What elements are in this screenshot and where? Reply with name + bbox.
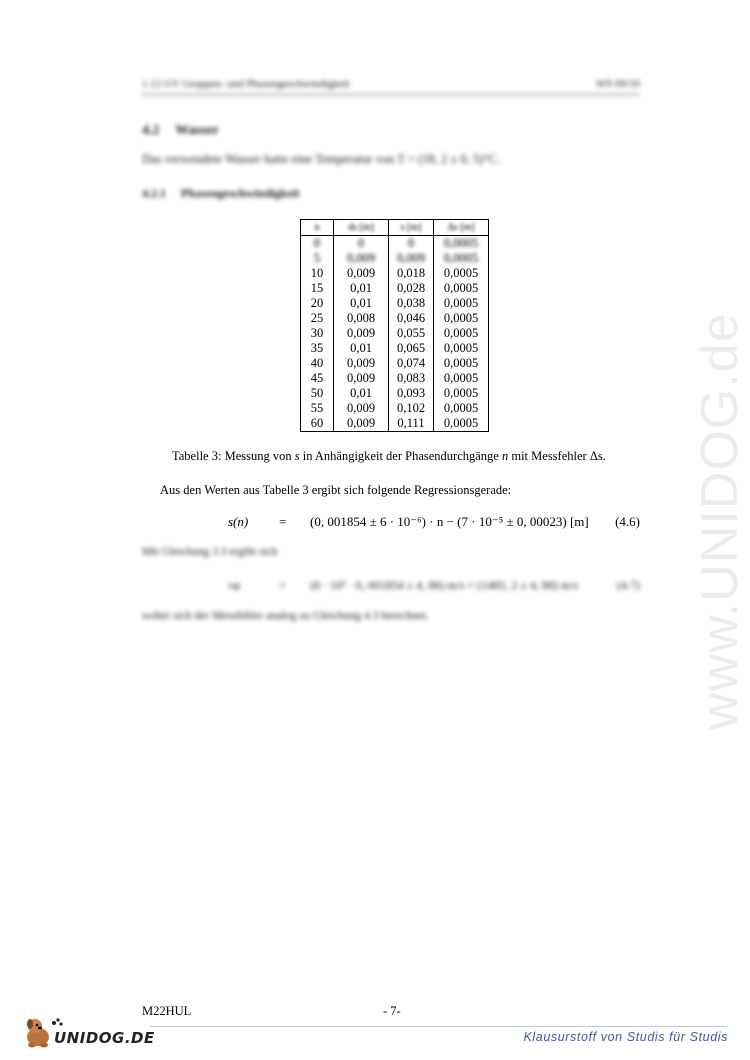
page-number: - 7-	[383, 1004, 401, 1018]
table-row	[301, 356, 489, 371]
table-cell: 0,01	[334, 296, 389, 311]
table-cell: 0,008	[334, 311, 389, 326]
table-cell: 0,009	[389, 251, 434, 266]
table-cell: 0,046	[389, 311, 434, 326]
table-cell: 0,111	[389, 416, 434, 432]
table-row	[301, 326, 489, 341]
table-cell: 0,009	[334, 326, 389, 341]
table-cell: 0	[301, 236, 334, 252]
eq-sign: =	[279, 514, 287, 529]
table-cell: 5	[301, 251, 334, 266]
eq-rhs: (8 · 10³ · 0, 001854 ± 4, 88) m/s = (1485, 2 ± 4, 88) m/s	[310, 578, 579, 592]
table-row	[301, 311, 489, 326]
table-cell: 0,018	[389, 266, 434, 281]
logo-text: UNIDOG.DE	[54, 1029, 155, 1047]
table-row	[301, 236, 489, 252]
eq-lhs: vφ	[228, 578, 240, 592]
table-cell: 0,0005	[434, 341, 489, 356]
table-cell: 0,009	[334, 416, 389, 432]
table-cell: 0,074	[389, 356, 434, 371]
slogan: Klausurstoff von Studis für Studis	[523, 1030, 728, 1044]
eq-rhs: (0, 001854 ± 6 · 10⁻⁶) · n − (7 · 10⁻⁵ ± 0, 00023) [m]	[310, 514, 589, 529]
table-cell: 10	[301, 266, 334, 281]
caption-var-n: n	[501, 449, 509, 463]
table-cell: 0,0005	[434, 311, 489, 326]
table-cell: 0,055	[389, 326, 434, 341]
table-cell: 0,0005	[434, 251, 489, 266]
header-right: WS 09/10	[595, 78, 640, 90]
table-cell: 30	[301, 326, 334, 341]
caption-part: Tabelle 3: Messung von	[172, 449, 295, 463]
table-cell: 45	[301, 371, 334, 386]
col-header-s: s [m]	[389, 220, 434, 236]
table-cell: 0,0005	[434, 356, 489, 371]
table-cell: 0,01	[334, 386, 389, 401]
table-cell: 0,038	[389, 296, 434, 311]
measurement-table	[300, 219, 489, 432]
section-title: Wasser	[175, 123, 219, 138]
col-header-delta-s: Δs [m]	[434, 220, 489, 236]
table-row	[301, 281, 489, 296]
table-cell: 0,009	[334, 371, 389, 386]
table-cell: 0,0005	[434, 326, 489, 341]
caption-part: in Anhängigkeit der Phasendurchgänge	[299, 449, 502, 463]
table-cell: 55	[301, 401, 334, 416]
footer-code: M22HUL	[142, 1004, 192, 1018]
section-heading	[142, 123, 219, 139]
subsection-number: 4.2.1	[142, 186, 166, 200]
table-row	[301, 401, 489, 416]
table-cell: 0	[334, 236, 389, 252]
section-text: Das verwendete Wasser hatte eine Temperatur von T = (18, 2 ± 0, 5)°C.	[142, 152, 500, 166]
table-cell: 0,102	[389, 401, 434, 416]
footer-rule	[150, 1026, 728, 1027]
table-cell: 40	[301, 356, 334, 371]
table-cell: 0,01	[334, 281, 389, 296]
table-cell: 35	[301, 341, 334, 356]
table-cell: 15	[301, 281, 334, 296]
table-row	[301, 371, 489, 386]
table-cell: 50	[301, 386, 334, 401]
table-row	[301, 266, 489, 281]
subsection-title: Phasengeschwindigkeit	[181, 186, 300, 200]
table-row	[301, 341, 489, 356]
table-cell: 0,093	[389, 386, 434, 401]
table-row	[301, 386, 489, 401]
table-cell: 0,009	[334, 356, 389, 371]
caption-var-s: s	[294, 449, 300, 463]
after-equation-text: wobei sich der Messfehler analog zu Gleichung 4.3 berechnet.	[142, 610, 429, 622]
eq-lhs: s(n)	[228, 514, 249, 529]
table-row	[301, 296, 489, 311]
table-header-row	[301, 220, 489, 236]
running-header	[142, 78, 640, 95]
section-number: 4.2	[142, 123, 160, 138]
header-left: 1.12 GV Gruppen- und Phasengeschwindigkeit	[142, 78, 350, 90]
table-cell: 0,065	[389, 341, 434, 356]
eq-number: (4.6)	[615, 514, 640, 529]
table-cell: 20	[301, 296, 334, 311]
table-cell: 0,009	[334, 251, 389, 266]
table-cell: 0	[389, 236, 434, 252]
table-cell: 0,0005	[434, 371, 489, 386]
with-equation-text: Mit Gleichung 3.3 ergibt sich	[142, 546, 278, 558]
table-body	[301, 236, 489, 432]
table-cell: 0,028	[389, 281, 434, 296]
table-cell: 0,0005	[434, 401, 489, 416]
table-cell: 0,0005	[434, 296, 489, 311]
table-cell: 60	[301, 416, 334, 432]
table-row	[301, 251, 489, 266]
table-cell: 0,083	[389, 371, 434, 386]
table-cell: 0,0005	[434, 266, 489, 281]
table-cell: 0,0005	[434, 386, 489, 401]
table-cell: 0,01	[334, 341, 389, 356]
table-row	[301, 416, 489, 432]
watermark-text: www.UNIDOG.de	[691, 312, 749, 730]
table-cell: 25	[301, 311, 334, 326]
table-caption	[172, 449, 606, 464]
col-header-n: n	[301, 220, 334, 236]
table-cell: 0,0005	[434, 416, 489, 432]
regression-intro: Aus den Werten aus Tabelle 3 ergibt sich folgende Regressionsgerade:	[160, 483, 512, 497]
col-header-ds: ds [m]	[334, 220, 389, 236]
caption-part: mit Messfehler Δs.	[508, 449, 606, 463]
subsection-heading	[142, 186, 300, 201]
table-cell: 0,0005	[434, 281, 489, 296]
table-cell: 0,009	[334, 401, 389, 416]
table-cell: 0,0005	[434, 236, 489, 252]
eq-number: (4.7)	[617, 578, 640, 592]
eq-sign: =	[279, 578, 286, 592]
table-cell: 0,009	[334, 266, 389, 281]
